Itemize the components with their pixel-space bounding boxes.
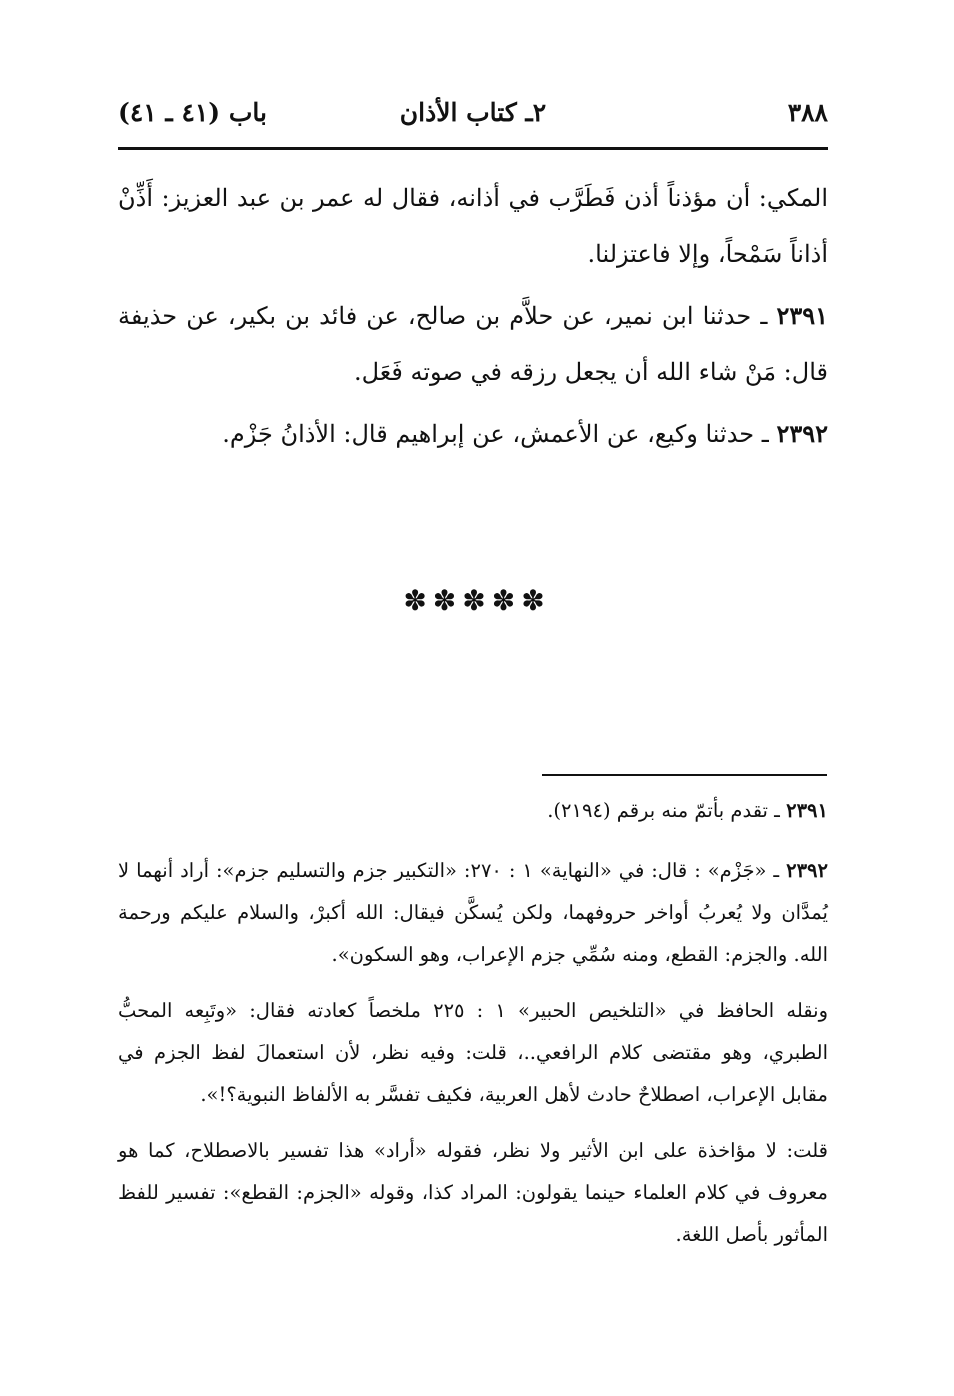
header-divider: [118, 147, 828, 150]
page-number: ٣٨٨: [787, 98, 828, 127]
main-text: [118, 170, 828, 468]
footnotes: [118, 790, 828, 1270]
footnote-2392: [118, 850, 828, 976]
hadith-number: ٢٣٩٢: [776, 419, 828, 448]
section-separator: ✽✽✽✽✽: [403, 584, 551, 617]
page-header: [118, 94, 828, 138]
footnote-number: ٢٣٩٢: [786, 859, 828, 882]
hadith-2391: [118, 288, 828, 400]
footnote-paragraph: ونقله الحافظ في «التلخيص الحبير» ١ : ٢٢٥ ملخصاً كعادته فقال: «وتَبِعه المحبُّ الطبري، وهو مقتضى كلام الرافعي..، قلت: وفيه نظر، لأن استعمالَ لفظ الجزم في مقابل الإعراب، اصطلاحٌ حادث لأهل العربية، فكيف تفسَّر به الألفاظ النبوية؟!».: [118, 999, 828, 1106]
footnote-paragraph: قلت: لا مؤاخذة على ابن الأثير ولا نظر، فقوله «أراد» هذا تفسير بالاصطلاح، كما هو معروف في كلام العلماء حينما يقولون: المراد كذا، وقوله «الجزم: القطع»: تفسير للفظ المأثور بأصل اللغة.: [118, 1139, 828, 1246]
hadith-2392: [118, 406, 828, 462]
chapter-label: باب (٤١ ـ ٤١): [118, 98, 267, 127]
hadith-text: ـ حدثنا ابن نمير، عن حلاَّم بن صالح، عن فائد بن بكير، عن حذيفة قال: مَنْ شاء الله أن يجعل رزقه في صوته فَعَل.: [118, 302, 828, 386]
footnote-divider: [542, 774, 827, 776]
paragraph-continuation: المكي: أن مؤذناً أذن فَطَرَّب في أذانه، فقال له عمر بن عبد العزيز: أَذِّنْ أذاناً سَمْحاً، وإلا فاعتزلنا.: [118, 184, 828, 268]
hadith-text: ـ حدثنا وكيع، عن الأعمش، عن إبراهيم قال: الأذانُ جَزْم.: [222, 420, 777, 448]
hadith-number: ٢٣٩١: [776, 301, 828, 330]
footnote-text: ـ تقدم بأتمّ منه برقم (٢١٩٤).: [547, 799, 787, 822]
footnote-2391: [118, 790, 828, 832]
footnote-number: ٢٣٩١: [786, 799, 828, 822]
book-title: ٢ـ كتاب الأذان: [399, 98, 547, 127]
footnote-text: ـ «جَزْم» : قال: في «النهاية» ١ : ٢٧٠: «التكبير جزم والتسليم جزم»: أراد أنهما لا يُمدَّان ولا يُعربُ أواخر حروفهما، ولكن يُسكَّن فيقال: الله أكبرْ، والسلام عليكم ورحمة الله. والجزم: القطع، ومنه سُمِّي جزم الإعراب، وهو السكون».: [118, 859, 828, 966]
